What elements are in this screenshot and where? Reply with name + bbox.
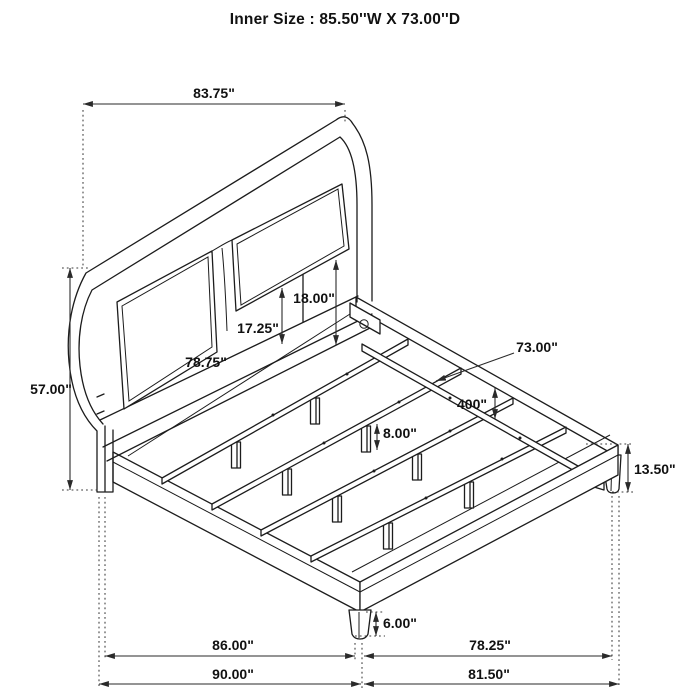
bed-drawing bbox=[68, 117, 621, 639]
foot-ledge bbox=[352, 435, 610, 572]
dim-label-headboard-width: 83.75" bbox=[193, 85, 235, 101]
dim-label-foot-leg: 6.00" bbox=[383, 615, 417, 631]
front-foot-leg bbox=[349, 610, 371, 639]
dim-label-rail-offset: 400" bbox=[457, 396, 487, 412]
left-side-rail-line bbox=[113, 462, 360, 592]
diagram-title: Inner Size : 85.50''W X 73.00''D bbox=[229, 11, 461, 28]
dim-label-rail-width: 78.75" bbox=[185, 354, 227, 370]
left-side-rail bbox=[113, 452, 360, 612]
dim-label-base-width: 86.00" bbox=[212, 637, 254, 653]
dim-label-overall-width: 90.00" bbox=[212, 666, 254, 682]
dim-label-slat-leg: 8.00" bbox=[383, 425, 417, 441]
dim-label-panel-height: 17.25" bbox=[237, 320, 279, 336]
dim-label-headboard-height: 57.00" bbox=[30, 381, 72, 397]
dim-label-overall-depth: 81.50" bbox=[468, 666, 510, 682]
dim-label-inner-depth: 73.00" bbox=[516, 339, 558, 355]
dim-label-panel-to-deck: 18.00" bbox=[293, 290, 335, 306]
dim-label-footboard-height: 13.50" bbox=[634, 461, 676, 477]
dim-label-base-depth: 78.25" bbox=[469, 637, 511, 653]
